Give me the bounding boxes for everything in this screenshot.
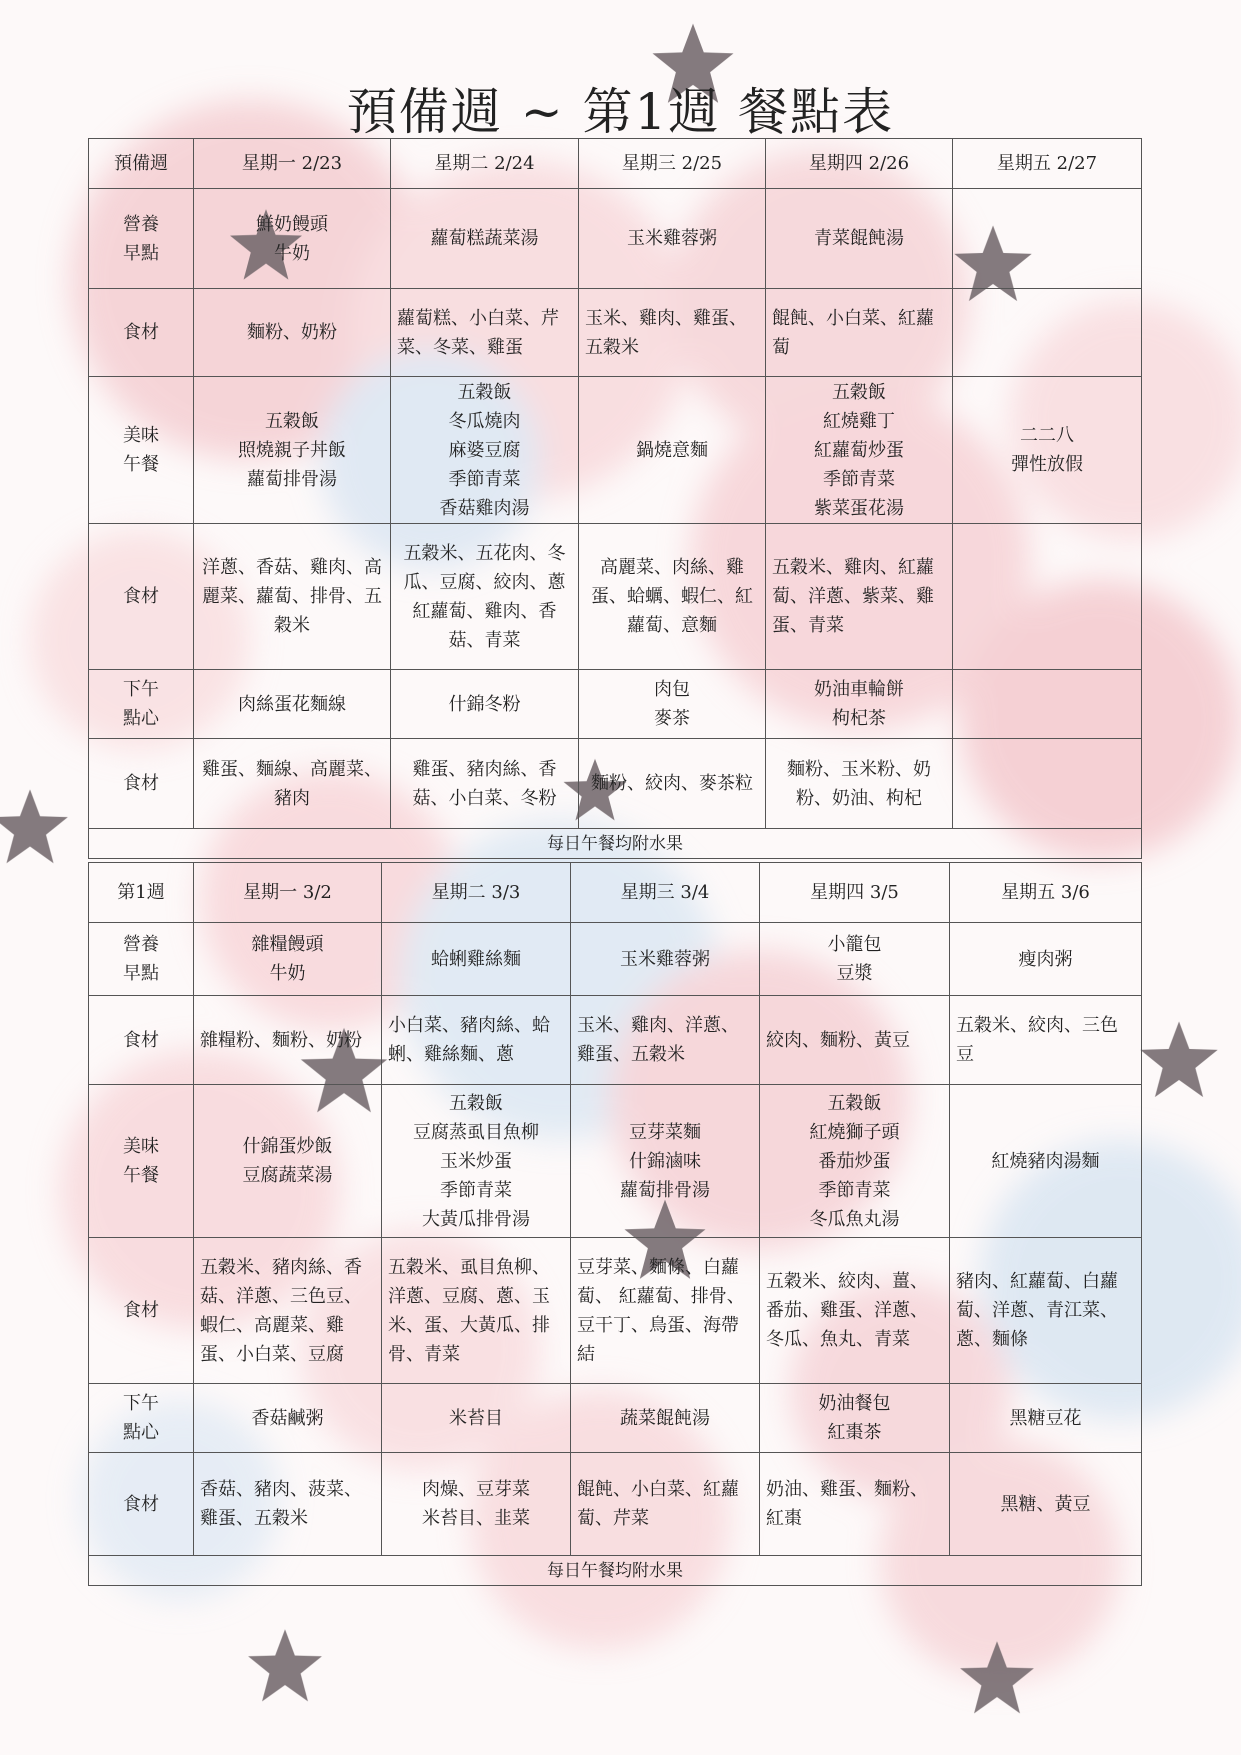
ingredient-cell: 麵粉、絞肉、麥茶粒 bbox=[579, 739, 766, 829]
menu-cell: 雜糧饅頭 牛奶 bbox=[194, 923, 382, 996]
menu-cell: 青菜餛飩湯 bbox=[766, 189, 953, 289]
row-label: 美味 午餐 bbox=[89, 377, 194, 524]
ingredient-cell: 蘿蔔糕、小白菜、芹菜、冬菜、雞蛋 bbox=[391, 289, 579, 377]
ingredient-cell: 五穀米、豬肉絲、香菇、洋蔥、三色豆、蝦仁、高麗菜、雞蛋、小白菜、豆腐 bbox=[194, 1238, 382, 1384]
week-label: 第1週 bbox=[89, 863, 194, 923]
menu-cell: 五穀飯 冬瓜燒肉 麻婆豆腐 季節青菜 香菇雞肉湯 bbox=[391, 377, 579, 524]
table-row bbox=[89, 996, 1142, 1085]
table-row bbox=[89, 1384, 1142, 1453]
day-header: 星期三 3/4 bbox=[571, 863, 760, 923]
menu-cell: 瘦肉粥 bbox=[950, 923, 1142, 996]
menu-cell: 五穀飯 紅燒獅子頭 番茄炒蛋 季節青菜 冬瓜魚丸湯 bbox=[760, 1085, 950, 1238]
menu-cell: 五穀飯 紅燒雞丁 紅蘿蔔炒蛋 季節青菜 紫菜蛋花湯 bbox=[766, 377, 953, 524]
menu-cell: 豆芽菜麵 什錦滷味 蘿蔔排骨湯 bbox=[571, 1085, 760, 1238]
menu-cell: 玉米雞蓉粥 bbox=[571, 923, 760, 996]
ingredient-cell: 香菇、豬肉、菠菜、雞蛋、五穀米 bbox=[194, 1453, 382, 1556]
table-row bbox=[89, 1085, 1142, 1238]
ingredient-cell: 雞蛋、豬肉絲、香菇、小白菜、冬粉 bbox=[391, 739, 579, 829]
snack-cell: 肉包 麥茶 bbox=[579, 670, 766, 739]
ingredient-cell: 豆芽菜、麵條、白蘿蔔、 紅蘿蔔、排骨、豆干丁、鳥蛋、海帶結 bbox=[571, 1238, 760, 1384]
header-row bbox=[89, 139, 1142, 189]
day-header: 星期四 2/26 bbox=[766, 139, 953, 189]
table-row bbox=[89, 189, 1142, 289]
day-header: 星期四 3/5 bbox=[760, 863, 950, 923]
menu-cell: 鮮奶饅頭 牛奶 bbox=[194, 189, 391, 289]
row-label: 食材 bbox=[89, 289, 194, 377]
ingredient-cell: 五穀米、五花肉、冬瓜、豆腐、絞肉、蔥 紅蘿蔔、雞肉、香菇、青菜 bbox=[391, 524, 579, 670]
week-label: 預備週 bbox=[89, 139, 194, 189]
ingredient-cell: 五穀米、絞肉、三色豆 bbox=[950, 996, 1142, 1085]
menu-cell: 鍋燒意麵 bbox=[579, 377, 766, 524]
menu-cell: 蛤蜊雞絲麵 bbox=[382, 923, 571, 996]
row-label: 食材 bbox=[89, 1238, 194, 1384]
ingredient-cell: 黑糖、黃豆 bbox=[950, 1453, 1142, 1556]
menu-cell: 蘿蔔糕蔬菜湯 bbox=[391, 189, 579, 289]
table-row bbox=[89, 524, 1142, 670]
snack-cell: 肉絲蛋花麵線 bbox=[194, 670, 391, 739]
day-header: 星期五 2/27 bbox=[953, 139, 1142, 189]
fruit-note: 每日午餐均附水果 bbox=[89, 1556, 1142, 1586]
day-header: 星期三 2/25 bbox=[579, 139, 766, 189]
table-row bbox=[89, 377, 1142, 524]
ingredient-cell: 餛飩、小白菜、紅蘿蔔、芹菜 bbox=[571, 1453, 760, 1556]
snack-cell bbox=[953, 670, 1142, 739]
ingredient-cell: 麵粉、玉米粉、奶粉、奶油、枸杞 bbox=[766, 739, 953, 829]
holiday-cell: 二二八 彈性放假 bbox=[953, 377, 1142, 524]
row-label: 食材 bbox=[89, 1453, 194, 1556]
day-header: 星期二 3/3 bbox=[382, 863, 571, 923]
table-row bbox=[89, 739, 1142, 829]
menu-cell: 小籠包 豆漿 bbox=[760, 923, 950, 996]
row-label: 食材 bbox=[89, 524, 194, 670]
ingredient-cell: 五穀米、虱目魚柳、洋蔥、豆腐、蔥、玉米、蛋、大黃瓜、排骨、青菜 bbox=[382, 1238, 571, 1384]
row-label: 營養 早點 bbox=[89, 923, 194, 996]
ingredient-cell bbox=[953, 739, 1142, 829]
snack-cell: 米苔目 bbox=[382, 1384, 571, 1453]
menu-cell: 玉米雞蓉粥 bbox=[579, 189, 766, 289]
table-row bbox=[89, 670, 1142, 739]
ingredient-cell: 奶油、雞蛋、麵粉、紅棗 bbox=[760, 1453, 950, 1556]
day-header: 星期五 3/6 bbox=[950, 863, 1142, 923]
day-header: 星期二 2/24 bbox=[391, 139, 579, 189]
row-label: 營養 早點 bbox=[89, 189, 194, 289]
table-row bbox=[89, 289, 1142, 377]
ingredient-cell: 小白菜、豬肉絲、蛤蜊、雞絲麵、蔥 bbox=[382, 996, 571, 1085]
ingredient-cell: 雜糧粉、麵粉、奶粉 bbox=[194, 996, 382, 1085]
ingredient-cell: 玉米、雞肉、雞蛋、五穀米 bbox=[579, 289, 766, 377]
row-label: 下午 點心 bbox=[89, 670, 194, 739]
table-row bbox=[89, 1453, 1142, 1556]
snack-cell: 奶油餐包 紅棗茶 bbox=[760, 1384, 950, 1453]
snack-cell: 黑糖豆花 bbox=[950, 1384, 1142, 1453]
menu-cell: 什錦蛋炒飯 豆腐蔬菜湯 bbox=[194, 1085, 382, 1238]
ingredient-cell: 麵粉、奶粉 bbox=[194, 289, 391, 377]
fruit-note: 每日午餐均附水果 bbox=[89, 829, 1142, 859]
ingredient-cell: 絞肉、麵粉、黃豆 bbox=[760, 996, 950, 1085]
row-label: 食材 bbox=[89, 996, 194, 1085]
day-header: 星期一 2/23 bbox=[194, 139, 391, 189]
menu-cell: 五穀飯 豆腐蒸虱目魚柳 玉米炒蛋 季節青菜 大黃瓜排骨湯 bbox=[382, 1085, 571, 1238]
table-row bbox=[89, 1238, 1142, 1384]
row-label: 美味 午餐 bbox=[89, 1085, 194, 1238]
day-header: 星期一 3/2 bbox=[194, 863, 382, 923]
menu-cell: 五穀飯 照燒親子丼飯 蘿蔔排骨湯 bbox=[194, 377, 391, 524]
row-label: 食材 bbox=[89, 739, 194, 829]
ingredient-cell: 高麗菜、肉絲、雞蛋、蛤蠣、蝦仁、紅蘿蔔、意麵 bbox=[579, 524, 766, 670]
note-row bbox=[89, 829, 1142, 859]
page-title: 預備週 ~ 第1週 餐點表 bbox=[346, 83, 895, 141]
menu-table-week-1 bbox=[88, 862, 1142, 1586]
ingredient-cell bbox=[953, 524, 1142, 670]
ingredient-cell: 雞蛋、麵線、高麗菜、豬肉 bbox=[194, 739, 391, 829]
snack-cell: 什錦冬粉 bbox=[391, 670, 579, 739]
note-row bbox=[89, 1556, 1142, 1586]
ingredient-cell: 玉米、雞肉、洋蔥、雞蛋、五穀米 bbox=[571, 996, 760, 1085]
snack-cell: 蔬菜餛飩湯 bbox=[571, 1384, 760, 1453]
snack-cell: 奶油車輪餅 枸杞茶 bbox=[766, 670, 953, 739]
menu-table-prep-week bbox=[88, 138, 1142, 859]
ingredient-cell: 餛飩、小白菜、紅蘿蔔 bbox=[766, 289, 953, 377]
ingredient-cell: 五穀米、雞肉、紅蘿蔔、洋蔥、紫菜、雞蛋、青菜 bbox=[766, 524, 953, 670]
ingredient-cell: 洋蔥、香菇、雞肉、高麗菜、蘿蔔、排骨、五穀米 bbox=[194, 524, 391, 670]
menu-cell bbox=[953, 189, 1142, 289]
ingredient-cell: 肉燥、豆芽菜 米苔目、韭菜 bbox=[382, 1453, 571, 1556]
ingredient-cell: 豬肉、紅蘿蔔、白蘿蔔、洋蔥、青江菜、蔥、麵條 bbox=[950, 1238, 1142, 1384]
row-label: 下午 點心 bbox=[89, 1384, 194, 1453]
ingredient-cell: 五穀米、絞肉、薑、番茄、雞蛋、洋蔥、冬瓜、魚丸、青菜 bbox=[760, 1238, 950, 1384]
ingredient-cell bbox=[953, 289, 1142, 377]
header-row bbox=[89, 863, 1142, 923]
table-row bbox=[89, 923, 1142, 996]
menu-cell: 紅燒豬肉湯麵 bbox=[950, 1085, 1142, 1238]
snack-cell: 香菇鹹粥 bbox=[194, 1384, 382, 1453]
